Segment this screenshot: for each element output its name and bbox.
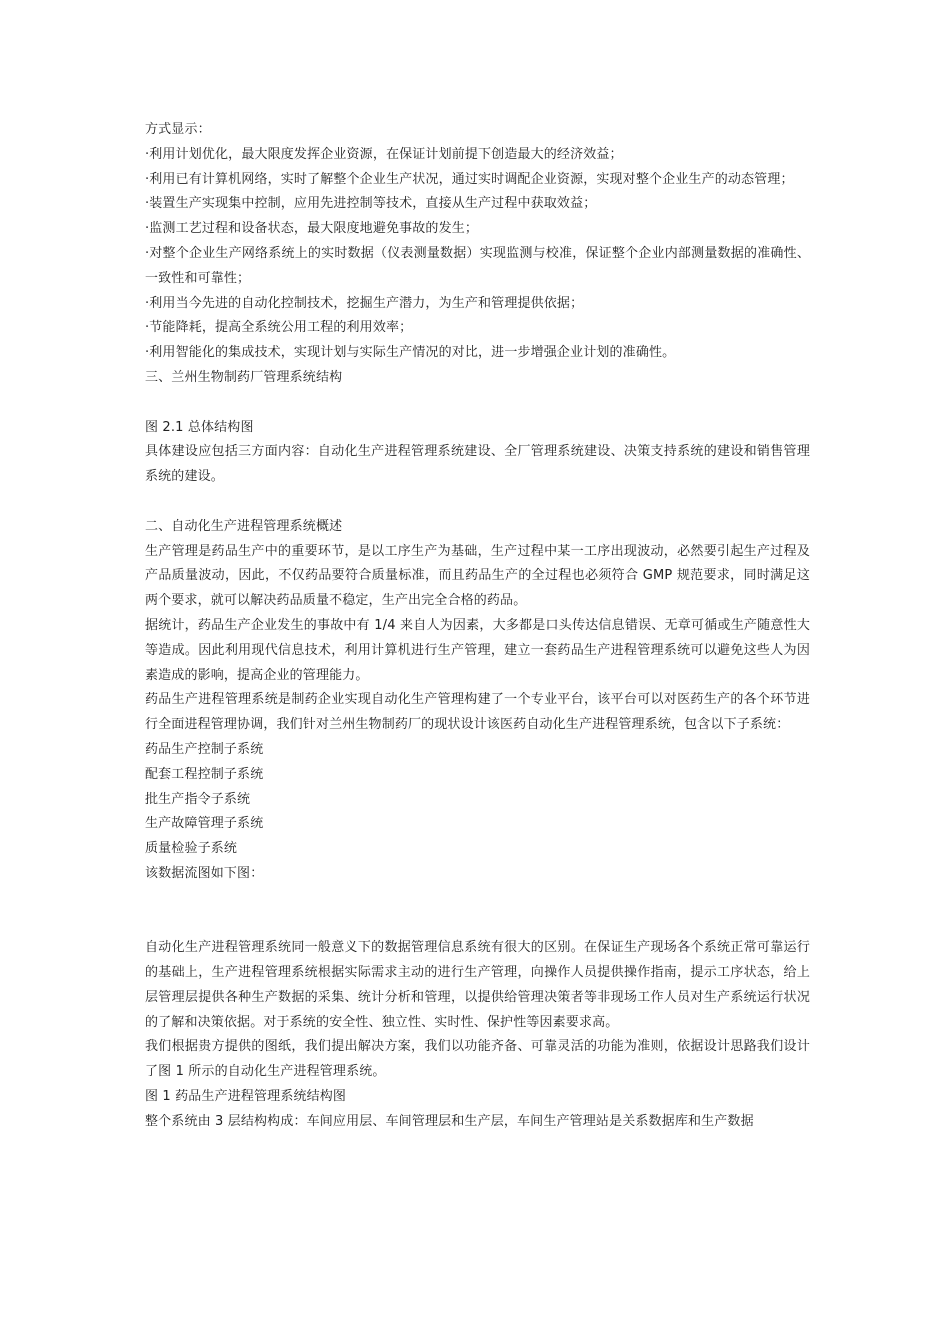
subsystem-item: 药品生产控制子系统 bbox=[145, 741, 264, 757]
paragraph: 具体建设应包括三方面内容：自动化生产进程管理系统建设、全厂管理系统建设、决策支持系统的建设和销售管理系统的建设。 bbox=[145, 444, 810, 485]
subsystem-item: 配套工程控制子系统 bbox=[145, 766, 264, 782]
subsystem-item: 生产故障管理子系统 bbox=[145, 816, 264, 832]
paragraph: 据统计，药品生产企业发生的事故中有 1/4 来自人为因素，大多都是口头传达信息错误、无章可循或生产随意性大等造成。因此利用现代信息技术，利用计算机进行生产管理，建立一套药品生产进程管理系统可以避免这些人为因素造成的影响，提高企业的管理能力。 bbox=[145, 617, 810, 683]
section-heading: 三、兰州生物制药厂管理系统结构 bbox=[145, 369, 343, 385]
blank-line bbox=[145, 490, 810, 515]
figure-caption: 图 1 药品生产进程管理系统结构图 bbox=[145, 1089, 347, 1105]
figure-caption: 图 2.1 总体结构图 bbox=[145, 419, 254, 435]
paragraph: 我们根据贵方提供的图纸，我们提出解决方案，我们以功能齐备、可靠灵活的功能为准则，依据设计思路我们设计了图 1 所示的自动化生产进程管理系统。 bbox=[145, 1039, 810, 1080]
bullet-item: ·装置生产实现集中控制，应用先进控制等技术，直接从生产过程中获取效益； bbox=[145, 196, 597, 212]
subsystem-item: 质量检验子系统 bbox=[145, 841, 238, 857]
bullet-item: ·利用计划优化，最大限度发挥企业资源，在保证计划前提下创造最大的经济效益； bbox=[145, 146, 623, 162]
bullet-item: ·利用当今先进的自动化控制技术，挖掘生产潜力，为生产和管理提供依据； bbox=[145, 295, 584, 311]
subsystem-item: 批生产指令子系统 bbox=[145, 791, 251, 807]
paragraph: 自动化生产进程管理系统同一般意义下的数据管理信息系统有很大的区别。在保证生产现场各个系统正常可靠运行的基础上，生产进程管理系统根据实际需求主动的进行生产管理，向操作人员提供操作指南，提示工序状态，给上层管理层提供各种生产数据的采集、统计分析和管理，以提供给管理决策者等非现场工作人员对生产系统运行状况的了解和决策依据。对于系统的安全性、独立性、实时性、保护性等因素要求高。 bbox=[145, 940, 810, 1030]
paragraph: 该数据流图如下图： bbox=[145, 865, 264, 881]
bullet-item: ·利用智能化的集成技术，实现计划与实际生产情况的对比，进一步增强企业计划的准确性。 bbox=[145, 345, 676, 361]
bullet-item: ·对整个企业生产网络系统上的实时数据（仪表测量数据）实现监测与校准，保证整个企业内部测量数据的准确性、一致性和可靠性； bbox=[145, 245, 810, 286]
bullet-item: ·节能降耗，提高全系统公用工程的利用效率； bbox=[145, 320, 413, 336]
bullet-item: ·利用已有计算机网络，实时了解整个企业生产状况，通过实时调配企业资源，实现对整个企业生产的动态管理； bbox=[145, 171, 794, 187]
paragraph: 方式显示： bbox=[145, 122, 211, 137]
paragraph: 生产管理是药品生产中的重要环节，是以工序生产为基础，生产过程中某一工序出现波动，必然要引起生产过程及产品质量波动，因此，不仅药品要符合质量标准，而且药品生产的全过程也必须符合 GMP 规范要求，同时满足这两个要求，就可以解决药品质量不稳定，生产出完全合格的药品。 bbox=[145, 543, 810, 609]
figure-placeholder bbox=[145, 887, 810, 937]
bullet-item: ·监测工艺过程和设备状态，最大限度地避免事故的发生； bbox=[145, 221, 479, 237]
paragraph: 药品生产进程管理系统是制药企业实现自动化生产管理构建了一个专业平台，该平台可以对医药生产的各个环节进行全面进程管理协调，我们针对兰州生物制药厂的现状设计该医药自动化生产进程管理系统，包含以下子系统： bbox=[145, 692, 810, 733]
figure-placeholder bbox=[145, 391, 810, 416]
section-heading: 二、自动化生产进程管理系统概述 bbox=[145, 518, 343, 534]
document-body bbox=[145, 118, 810, 1135]
paragraph: 整个系统由 3 层结构构成：车间应用层、车间管理层和生产层，车间生产管理站是关系数据库和生产数据 bbox=[145, 1113, 754, 1129]
